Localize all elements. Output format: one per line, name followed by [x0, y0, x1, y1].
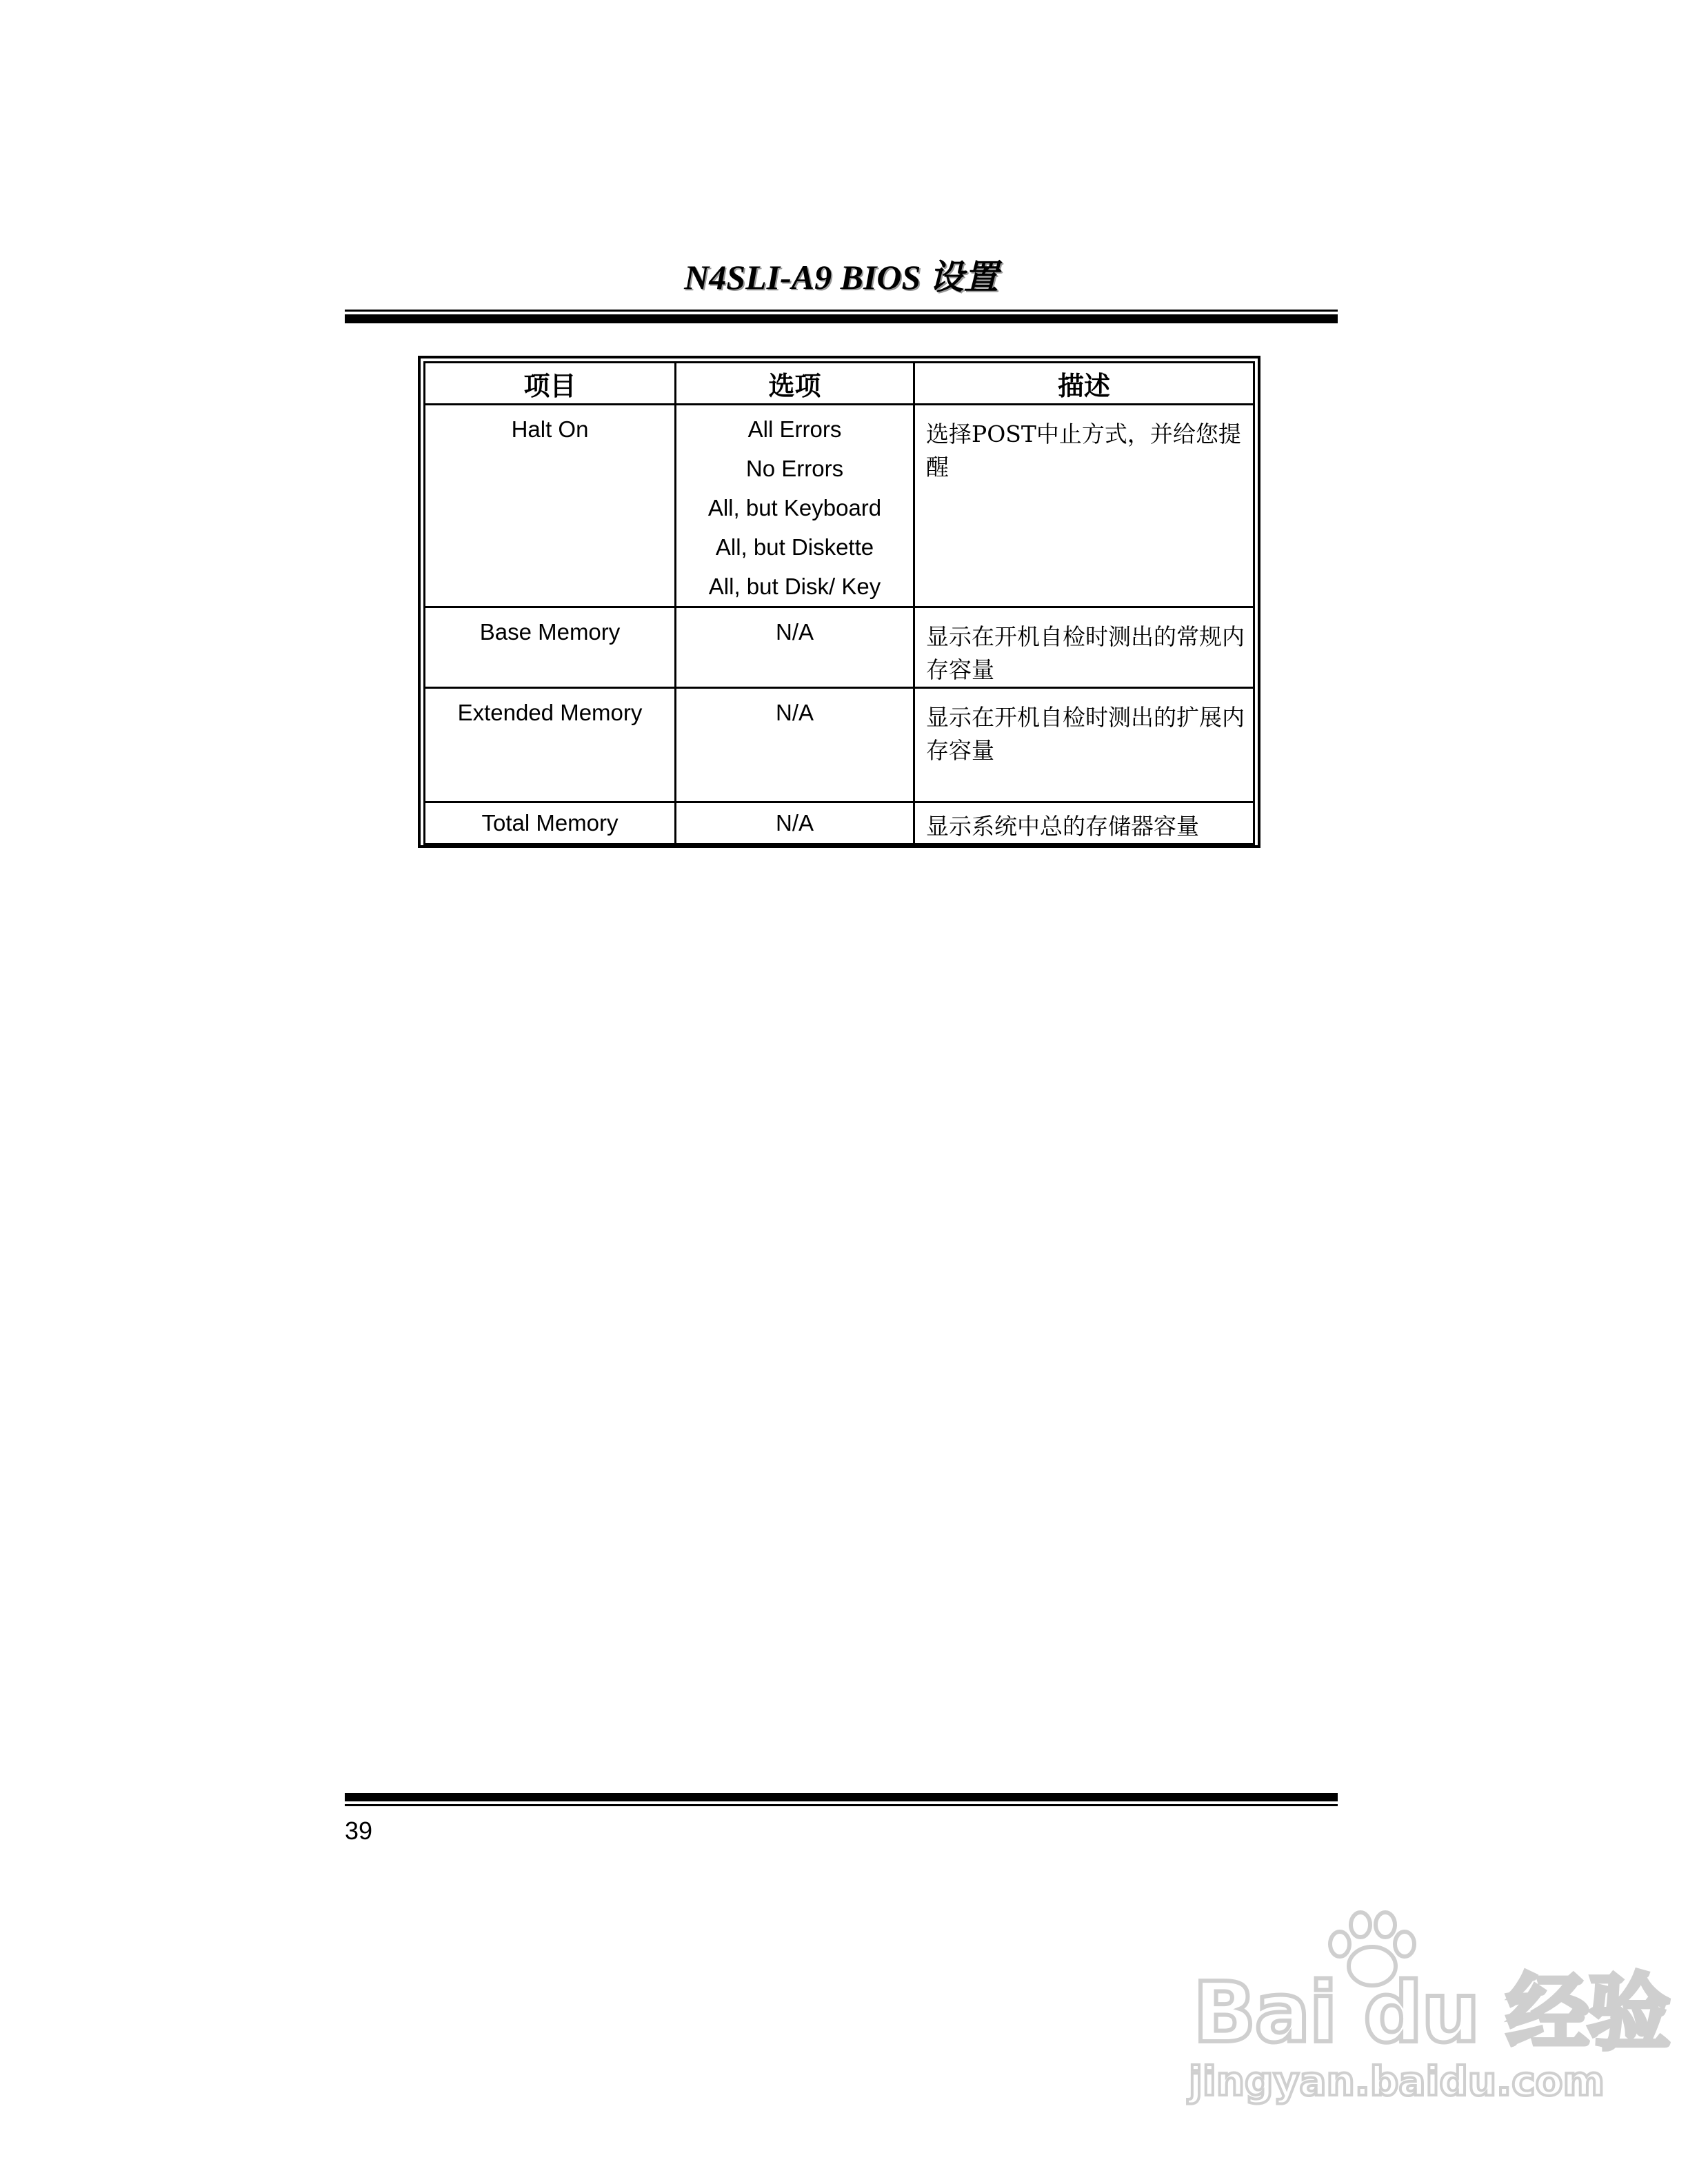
footer-rule-thick	[345, 1793, 1338, 1801]
option-value: All Errors	[747, 416, 842, 442]
column-header-options: 选项	[676, 363, 914, 405]
column-header-item: 项目	[425, 363, 676, 405]
options-cell	[676, 405, 914, 607]
table-body	[423, 361, 1255, 845]
table-header-row	[425, 363, 1254, 405]
item-cell: Total Memory	[425, 802, 676, 845]
description-cell: 显示在开机自检时测出的常规内存容量	[914, 607, 1254, 688]
options-cell	[676, 688, 914, 802]
baidu-jingyan-watermark	[1179, 1903, 1669, 2110]
item-cell: Halt On	[425, 405, 676, 607]
description-cell: 显示在开机自检时测出的扩展内存容量	[914, 688, 1254, 802]
table-row	[425, 405, 1254, 607]
description-cell: 显示系统中总的存储器容量	[914, 802, 1254, 845]
page-number: 39	[345, 1817, 373, 1845]
option-value: No Errors	[745, 456, 844, 481]
option-value: All, but Keyboard	[707, 495, 882, 520]
table-row	[425, 688, 1254, 802]
footer-rule-thin	[345, 1804, 1338, 1806]
page-title: N4SLI-A9 BIOS 设置	[684, 258, 998, 296]
option-value: N/A	[775, 619, 814, 645]
options-cell	[676, 802, 914, 845]
option-value: N/A	[775, 700, 814, 725]
column-header-description: 描述	[914, 363, 1254, 405]
options-cell	[676, 607, 914, 688]
option-value: N/A	[775, 810, 814, 836]
table-row	[425, 607, 1254, 688]
header-rule-thick	[345, 314, 1338, 323]
bios-settings-table	[418, 356, 1260, 848]
option-value: All, but Disk/ Key	[708, 574, 881, 599]
table-row	[425, 802, 1254, 845]
watermark-url: jingyan.baidu.com	[1189, 2058, 1605, 2105]
item-cell: Base Memory	[425, 607, 676, 688]
item-cell: Extended Memory	[425, 688, 676, 802]
header-rule-thin	[345, 310, 1338, 312]
watermark-brand: Bai du 经验	[1193, 1965, 1669, 2061]
option-value: All, but Diskette	[715, 534, 874, 560]
description-cell: 选择POST中止方式，并给您提醒	[914, 405, 1254, 607]
